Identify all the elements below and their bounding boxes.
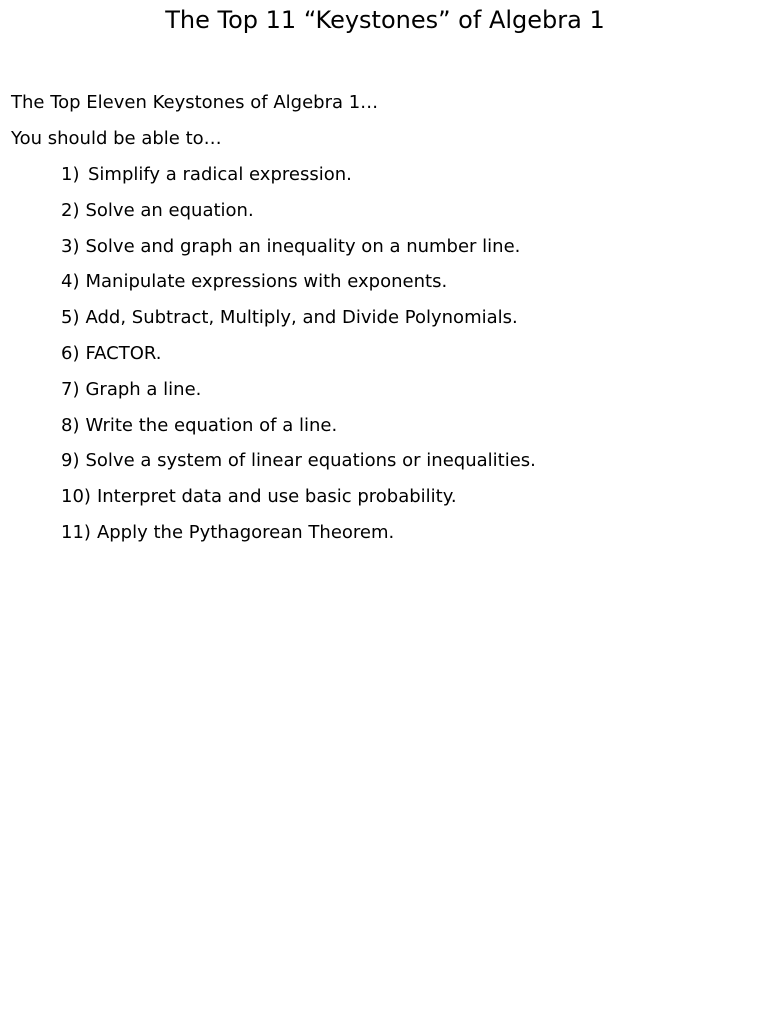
- item-text: FACTOR.: [85, 342, 162, 364]
- item-text: Solve a system of linear equations or inequalities.: [85, 450, 536, 472]
- item-text: Manipulate expressions with exponents.: [85, 271, 448, 293]
- list-item: [61, 306, 536, 342]
- item-number: 7): [61, 378, 80, 400]
- page-title: The Top 11 “Keystones” of Algebra 1: [165, 6, 605, 34]
- list-item: [61, 235, 536, 271]
- item-number: 6): [61, 342, 80, 364]
- list-item: [61, 342, 536, 378]
- item-number: 3): [61, 235, 80, 257]
- list-item: [61, 449, 536, 485]
- item-number: 4): [61, 271, 80, 293]
- item-number: 2): [61, 199, 80, 221]
- item-number: 9): [61, 450, 80, 472]
- list-item: [61, 485, 536, 521]
- item-text: Solve and graph an inequality on a number line.: [85, 235, 521, 257]
- item-text: Add, Subtract, Multiply, and Divide Polynomials.: [85, 307, 518, 329]
- item-text: Solve an equation.: [85, 199, 254, 221]
- item-number: 10): [61, 486, 91, 508]
- item-text: Graph a line.: [85, 378, 202, 400]
- item-text: Write the equation of a line.: [85, 414, 338, 436]
- list-item: [61, 199, 536, 235]
- list-item: [61, 163, 536, 199]
- item-number: 1): [61, 164, 80, 185]
- list-item: [61, 378, 536, 414]
- item-text: Simplify a radical expression.: [88, 164, 352, 185]
- intro-prompt: You should be able to…: [11, 128, 222, 149]
- list-item: [61, 521, 536, 557]
- intro-heading: The Top Eleven Keystones of Algebra 1…: [11, 92, 379, 113]
- list-item: [61, 270, 536, 306]
- item-text: Interpret data and use basic probability.: [96, 486, 457, 508]
- item-number: 5): [61, 307, 80, 329]
- list-item: [61, 414, 536, 450]
- item-number: 8): [61, 414, 80, 436]
- item-text: Apply the Pythagorean Theorem.: [96, 521, 395, 543]
- item-number: 11): [61, 521, 91, 543]
- keystone-list: [61, 163, 536, 557]
